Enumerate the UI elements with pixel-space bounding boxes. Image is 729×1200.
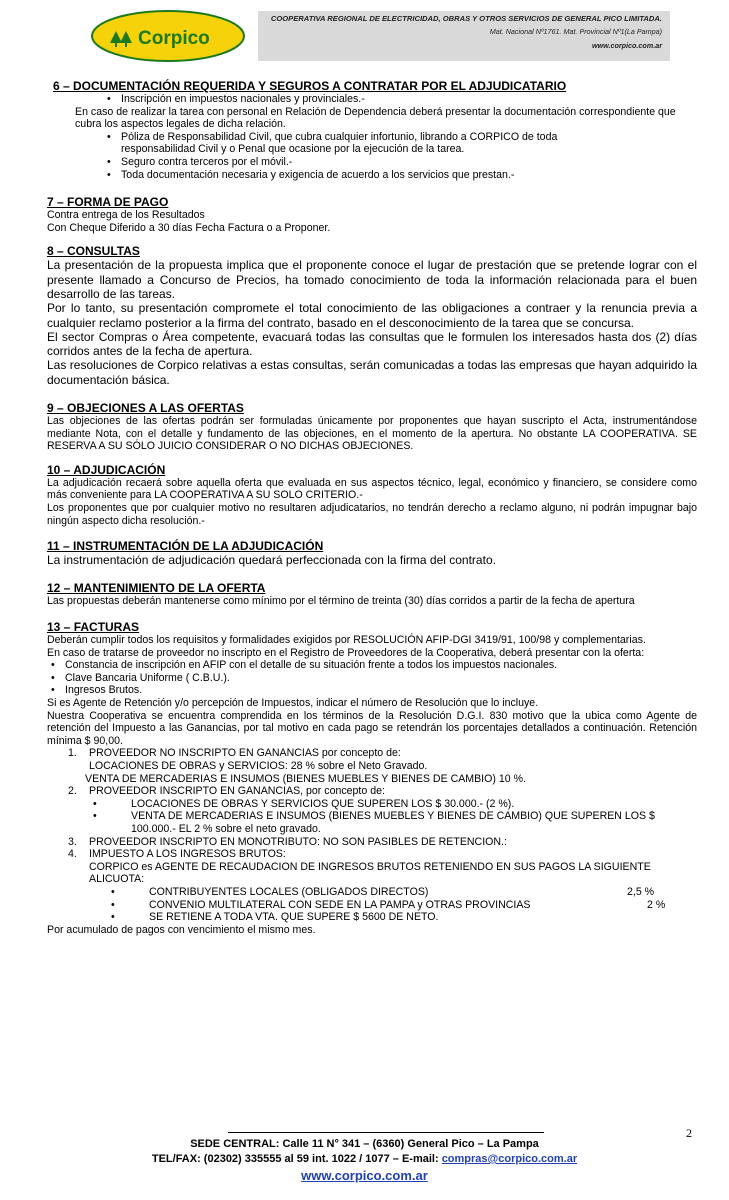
item-sublist: [107, 886, 697, 924]
item-number: 2.: [68, 785, 77, 798]
list-item: [107, 886, 697, 899]
section-13-paragraph: Si es Agente de Retención y/o percepción de Impuestos, indicar el número de Resolución que lo incluye.: [47, 697, 539, 710]
section-7-title: 7 – FORMA DE PAGO: [47, 195, 169, 210]
item-detail: VENTA DE MERCADERIAS E INSUMOS (BIENES MUEBLES Y BIENES DE CAMBIO) 10 %.: [85, 772, 526, 785]
section-8-title: 8 – CONSULTAS: [47, 244, 140, 259]
footer-email-link[interactable]: compras@corpico.com.ar: [441, 1153, 578, 1165]
section-13: [47, 620, 697, 936]
list-item: • Inscripción en impuestos nacionales y provinciales.-: [103, 93, 697, 106]
section-7: [47, 195, 697, 234]
section-6-paragraph: En caso de realizar la tarea con personal en Relación de Dependencia deberá presentar la documentación correspondiente que cubra los aspectos legales de dicha relación.: [75, 105, 676, 131]
section-9-paragraph: Las objeciones de las ofertas podrán ser formuladas únicamente por proponentes que hayan suscripto el Acta, instrumentándose mediante Nota, con el detalle y fundamento de las objeciones, en el momento de la apertura. No obstante LA COOPERATIVA. SE RESERVA A SU SÓLO JUICIO CONSIDERAR O NO DICHAS OBJECIONES.: [47, 415, 697, 453]
letterhead-org-name: COOPERATIVA REGIONAL DE ELECTRICIDAD, OBRAS Y OTROS SERVICIOS DE GENERAL PICO LIMITADA.: [270, 14, 662, 23]
document-body: [47, 79, 697, 936]
footer-divider: [228, 1132, 544, 1133]
section-10-title: 10 – ADJUDICACIÓN: [47, 462, 166, 477]
section-10-paragraph: Los proponentes que por cualquier motivo no resultaren adjudicatarios, no tendrán derecho a reclamo alguno, ni podrán impugnar bajo ningún aspecto dicha resolución.-: [47, 501, 697, 527]
list-item: • SE RETIENE A TODA VTA. QUE SUPERE $ 5600 DE NETO.: [107, 911, 697, 924]
numbered-item: [47, 848, 697, 924]
section-9: [47, 401, 697, 453]
footer-website-link[interactable]: www.corpico.com.ar: [301, 1168, 428, 1183]
list-item: • LOCACIONES DE OBRAS Y SERVICIOS QUE SUPEREN LOS $ 30.000.- (2 %).: [89, 798, 697, 811]
list-item: • Seguro contra terceros por el móvil.-: [103, 156, 697, 169]
item-text: IMPUESTO A LOS INGRESOS BRUTOS:: [89, 848, 286, 861]
section-13-paragraph: En caso de tratarse de proveedor no inscripto en el Registro de Proveedores de la Cooperativa, deberá presentar con la oferta:: [47, 646, 645, 659]
section-11-title: 11 – INSTRUMENTACIÓN DE LA ADJUDICACIÓN: [47, 539, 324, 554]
section-11-paragraph: La instrumentación de adjudicación quedará perfeccionada con la firma del contrato.: [47, 553, 496, 568]
section-8-paragraph: El sector Compras o Área competente, evacuará todas las consultas que le formulen los interesados hasta dos (2) días corridos antes de la fecha de apertura.: [47, 329, 697, 359]
list-item: • Toda documentación necesaria y exigencia de acuerdo a los servicios que prestan.-: [103, 169, 697, 182]
section-8-paragraph: Las resoluciones de Corpico relativas a estas consultas, serán comunicadas a todas las empresas que hayan adquirido la documentación básica.: [47, 358, 697, 387]
letterhead-website: www.corpico.com.ar: [591, 41, 662, 50]
list-item: [107, 899, 697, 912]
item-detail: CORPICO es AGENTE DE RECAUDACION DE INGRESOS BRUTOS RETENIENDO EN SUS PAGOS LA SIGUIENTE ALICUOTA:: [89, 860, 651, 886]
rate-value: 2,5 %: [627, 885, 655, 898]
section-6-list-a: [103, 93, 697, 106]
item-text: PROVEEDOR INSCRIPTO EN MONOTRIBUTO: NO SON PASIBLES DE RETENCION.:: [89, 835, 507, 848]
letterhead-band: [258, 11, 670, 61]
corpico-logo: [90, 7, 250, 65]
list-item: [103, 131, 697, 156]
section-12-title: 12 – MANTENIMIENTO DE LA OFERTA: [47, 581, 266, 596]
section-12: [47, 581, 697, 608]
item-number: 3.: [68, 835, 77, 848]
section-13-paragraph: Deberán cumplir todos los requisitos y formalidades exigidos por RESOLUCIÓN AFIP-DGI 3419/91, 100/98 y complementarias.: [47, 634, 646, 647]
rate-value: 2 %: [647, 898, 666, 911]
section-13-numbered-list: [47, 747, 697, 923]
list-item: • Clave Bancaria Uniforme ( C.B.U.).: [47, 672, 697, 685]
section-13-title: 13 – FACTURAS: [47, 620, 140, 635]
section-6: [47, 79, 697, 181]
footer-phone: TEL/FAX: (02302) 335555 al 59 int. 1022 / 1077 – E-mail:: [151, 1153, 442, 1165]
section-8-paragraph: Por lo tanto, su presentación compromete el total conocimiento de las obligaciones a contraer y la renuncia previa a cualquier reclamo posterior a la firma del contrato, basado en el desconocimiento de la tarea que se concursa.: [47, 301, 697, 330]
section-12-paragraph: Las propuestas deberán mantenerse como mínimo por el término de treinta (30) días corridos a partir de la fecha de apertura: [47, 595, 635, 608]
section-13-paragraph: Nuestra Cooperativa se encuentra comprendida en los términos de la Resolución D.G.I. 830 motivo que la ubica como Agente de retención del Impuesto a las Ganancias, por tal motivo en cada pago se retendrán los porcentajes detallados a continuación. Retención mínima $ 90,00.: [47, 709, 697, 747]
list-item: • Constancia de inscripción en AFIP con el detalle de su situación frente a todos los impuestos nacionales.: [47, 659, 697, 672]
rate-label: CONVENIO MULTILATERAL CON SEDE EN LA PAMPA y OTRAS PROVINCIAS: [149, 898, 531, 911]
item-text: PROVEEDOR INSCRIPTO EN GANANCIAS, por concepto de:: [89, 785, 385, 798]
numbered-item: [47, 836, 697, 849]
item-text: PROVEEDOR NO INSCRIPTO EN GANANCIAS por concepto de:: [89, 747, 401, 760]
letterhead: [80, 5, 670, 67]
section-7-line: Contra entrega de los Resultados: [47, 209, 205, 222]
item-detail: LOCACIONES DE OBRAS y SERVICIOS: 28 % sobre el Neto Gravado.: [89, 760, 428, 772]
item-number: 4.: [68, 848, 77, 861]
item-sublist: [89, 798, 697, 836]
section-8-paragraph: La presentación de la propuesta implica que el proponente conoce el lugar de prestación que se pretende lograr con el presente llamado a Concurso de Precios, ha tomado conocimiento de toda la información relacionada para el buen desarrollo de las tareas.: [47, 258, 697, 301]
section-7-line: Con Cheque Diferido a 30 días Fecha Factura o a Proponer.: [47, 221, 331, 234]
list-item: • Ingresos Brutos.: [47, 684, 697, 697]
section-6-title: 6 – DOCUMENTACIÓN REQUERIDA Y SEGUROS A CONTRATAR POR EL ADJUDICATARIO: [53, 79, 567, 93]
numbered-item: [47, 785, 697, 835]
section-9-title: 9 – OBJECIONES A LAS OFERTAS: [47, 401, 244, 416]
section-10: [47, 463, 697, 527]
section-13-paragraph: Por acumulado de pagos con vencimiento el mismo mes.: [47, 923, 316, 936]
rate-label: CONTRIBUYENTES LOCALES (OBLIGADOS DIRECTOS): [149, 885, 429, 898]
letterhead-registration: Mat. Nacional Nº1761. Mat. Provincial Nº1(La Pampa): [489, 27, 662, 36]
list-item: • VENTA DE MERCADERIAS E INSUMOS (BIENES MUEBLES Y BIENES DE CAMBIO) QUE SUPEREN LOS $ 100.000.- EL 2 % sobre el neto gravado.: [89, 810, 697, 835]
footer-address: SEDE CENTRAL: Calle 11 N° 341 – (6360) General Pico – La Pampa: [190, 1138, 539, 1150]
section-8: [47, 244, 697, 387]
list-item-text: responsabilidad Civil y o Penal que ocasione por la ejecución de la tarea.: [121, 143, 465, 156]
logo-brand: Corpico: [138, 28, 210, 49]
section-11: [47, 539, 697, 567]
list-item-text: Póliza de Responsabilidad Civil, que cubra cualquier infortunio, librando a CORPICO de toda: [121, 130, 558, 143]
footer-contact: [0, 1153, 729, 1165]
item-number: 1.: [68, 747, 77, 760]
numbered-item: [47, 747, 697, 785]
section-13-requirements-list: [47, 659, 697, 697]
section-10-paragraph: La adjudicación recaerá sobre aquella oferta que evaluada en sus aspectos técnico, legal, económico y financiero, se considere como más conveniente para LA COOPERATIVA A SU SOLO CRITERIO.-: [47, 476, 697, 502]
section-6-list-b: [103, 131, 697, 181]
page-number: 2: [686, 1126, 692, 1140]
